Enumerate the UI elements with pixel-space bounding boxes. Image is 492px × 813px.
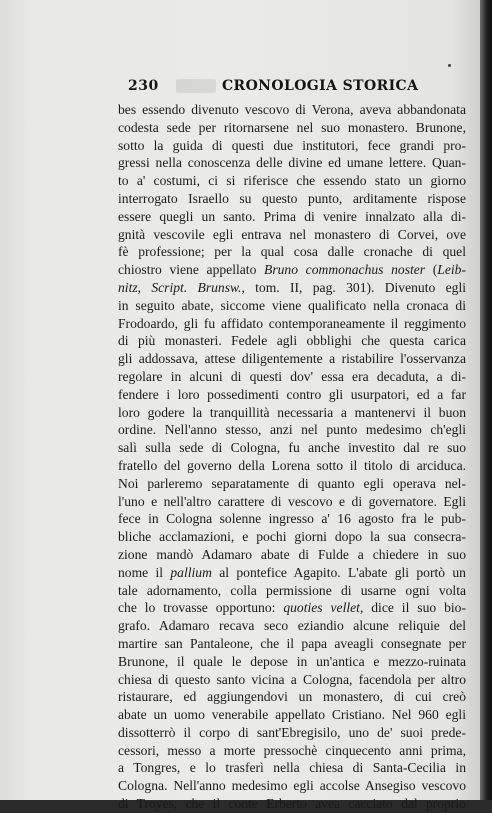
page-number: 230 [128,78,159,94]
body-text [118,101,466,813]
text-line: chiostro viene appellato Bruno commonachus noster (Leib- [118,262,466,278]
text-line: ordine. Nell'anno stesso, anzi nel punto medesimo ch'egli [118,422,466,438]
text-line: di Troyes, che il conte Erberto avea cacciato dal proprio [118,796,466,812]
text-line: Noi parleremo separatamente di quanto egli operava nel- [118,475,466,491]
text-line: bliche acclamazioni, e pochi giorni dopo la sua consecra- [118,529,466,545]
text-line: a Tongres, e lo trasferì nella chiesa di Santa-Cecilia in [118,760,466,776]
text-line: abate un uomo venerabile appellato Cristiano. Nel 960 egli [118,707,466,723]
text-line: interrogato Israello su questo punto, arditamente rispose [118,190,466,206]
text-line: Cologna. Nell'anno medesimo egli accolse Ansegiso vescovo [118,778,466,794]
text-line: ristaurare, ed aggiungendovi un monastero, di cui creò [118,689,466,705]
text-line: gressi nella conoscenza delle divine ed umane lettere. Quan- [118,155,466,171]
text-line: l'uno e nell'altro carattere di vescovo e di governatore. Egli [118,493,466,509]
text-line: nome il pallium al pontefice Agapito. L'abate gli portò un [118,564,466,580]
text-line: regolare in alcuni di questi dov' essa era decaduta, a di- [118,368,466,384]
text-line: Brunone, il quale le depose in un'antica e mezzo-ruinata [118,653,466,669]
text-line: chiesa di questo santo vicina a Cologna, facendola per altro [118,671,466,687]
text-line: dissotterrò il corpo di sant'Ebregisilo, uno de' suoi prede- [118,724,466,740]
text-line: cessori, messo a morte pressochè cinquecento anni prima, [118,742,466,758]
text-line: di più monasteri. Fedele agli obblighi che questa carica [118,333,466,349]
text-line: codesta sede per ritornarsene nel suo monastero. Brunone, [118,119,466,135]
text-line: in seguito abate, siccome viene qualificato nella cronaca di [118,297,466,313]
text-line: tale adornamento, colla permissione di usarne ogni volta [118,582,466,598]
text-line: to a' costumi, ci si riferisce che essendo stato un giorno [118,173,466,189]
text-line: nitz, Script. Brunsw., tom. II, pag. 301). Divenuto egli [118,279,466,295]
text-line: Frodoardo, gli fu affidato contemporaneamente il reggimento [118,315,466,331]
text-line: martire san Pantaleone, che il papa aveagli consegnate per [118,635,466,651]
text-line: fendere i loro possedimenti contro gli usurpatori, ed a far [118,386,466,402]
text-line: loro godere la tranquillità necessaria a mantenervi il buon [118,404,466,420]
margin-speck [448,64,451,67]
text-line: fece in Cologna solenne ingresso a' 16 agosto fra le pub- [118,511,466,527]
text-line: bes essendo divenuto vescovo di Verona, aveva abbandonata [118,102,466,117]
text-line: sotto la guida di questi due institutori, fece grandi pro- [118,137,466,153]
text-line: gnità vescovile egli entrava nel monastero di Corvei, ove [118,226,466,242]
text-line: gli addossava, attese diligentemente a ristabilire l'osservanza [118,351,466,367]
page-header [128,78,468,96]
bleed-through-mark [176,79,216,93]
text-line: essere quegli un santo. Prima di venire innalzato alla di- [118,208,466,224]
text-line: fratello del governo della Lorena sotto il titolo di arciduca. [118,457,466,473]
text-line: zione mandò Adamaro abate di Fulde a chiedere in suo [118,546,466,562]
text-line: fè professione; per la qual cosa dalle cronache di quel [118,244,466,260]
text-line: grafo. Adamaro recava seco eziandio alcune reliquie del [118,618,466,634]
text-line: che lo trovasse opportuno: quoties vellet, dice il suo bio- [118,600,466,616]
page-edge-shadow [480,0,492,800]
text-line: salì sulla sede di Cologna, fu anche investito dal re suo [118,440,466,456]
running-title: CRONOLOGIA STORICA [222,78,419,94]
